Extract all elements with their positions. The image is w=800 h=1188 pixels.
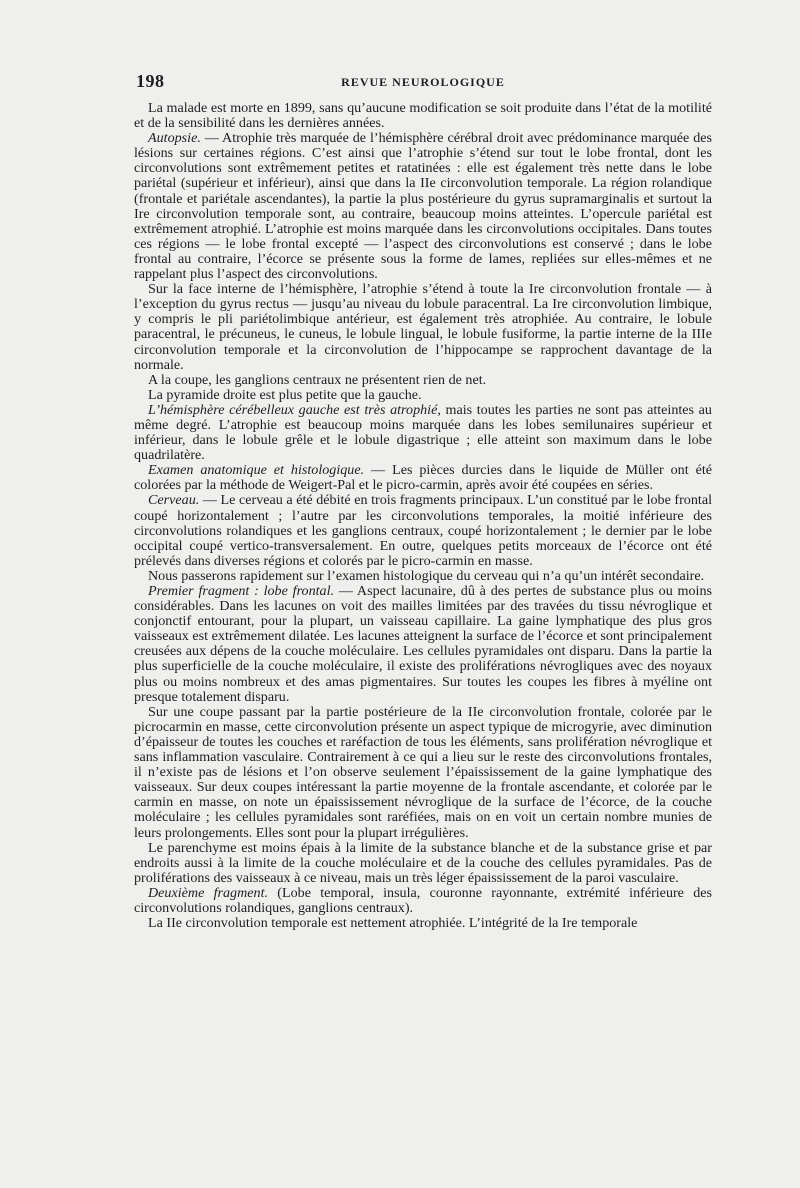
paragraph: L’hémisphère cérébelleux gauche est très atrophié, mais toutes les parties ne sont pas atteintes au même degré. L’atrophie est beaucoup moins marquée dans les lobes semilunaires supérieur et inférieur, dans le lobule grêle et le lobule digastrique ; elle atteint son maximum dans le lobe quadrilatère. [134,401,712,464]
paragraph: A la coupe, les ganglions centraux ne présentent rien de net. [148,371,487,388]
paragraph: Examen anatomique et histologique. — Les pièces durcies dans le liquide de Müller ont été colorées par la méthode de Weigert-Pal et le picro-carmin, après avoir été coupées en séries. [134,462,713,494]
paragraph: Sur la face interne de l’hémisphère, l’atrophie s’étend à toute la Ire circonvolution frontale — à l’exception du gyrus rectus — jusqu’au niveau du lobule paracentral. La Ire circonvolution limbique, y compris le pli pariétolimbique antérieur, est également très atrophiée. Au contraire, le lobule paracentral, le précuneus, le cuneus, le lobule lingual, le lobule fusiforme, la partie interne de la IIIe circonvolution temporale et la circonvolution de l’hippocampe se rapprochent davantage de la normale. [134,281,712,373]
article-body [134,101,712,931]
paragraph: La pyramide droite est plus petite que la gauche. [148,386,422,403]
paragraph: Le parenchyme est moins épais à la limite de la substance blanche et de la substance grise et par endroits aussi à la limite de la couche moléculaire et de la couche des cellules pyramidales. Pas de proliférations des vaisseaux à ce niveau, mais un très léger épaississement de la paroi vasculaire. [134,839,712,886]
paragraph: Nous passerons rapidement sur l’examen histologique du cerveau qui n’a qu’un intérêt secondaire. [148,567,705,584]
paragraph: La malade est morte en 1899, sans qu’aucune modification se soit produite dans l’état de la motilité et de la sensibilité dans les dernières années. [134,100,712,132]
paragraph: Deuxième fragment. (Lobe temporal, insula, couronne rayonnante, extrémité inférieure des circonvolutions rolandiques, ganglions centraux). [134,884,712,916]
paragraph: La IIe circonvolution temporale est nettement atrophiée. L’intégrité de la Ire temporale [148,915,638,932]
paragraph: Autopsie. — Atrophie très marquée de l’hémisphère cérébral droit avec prédominance marquée des lésions sur certaines régions. C’est ainsi que l’atrophie s’étend sur tout le lobe frontal, dont les circonvolutions sont extrêmement petites et ratatinées : elle est également très nette dans le lobe pariétal (supérieur et inférieur), ainsi que dans la IIe circonvolution temporale. La région rolandique (frontale et pariétale ascendantes), la partie la plus postérieure du gyrus supramarginalis et surtout la Ire circonvolution temporale sont, au contraire, beaucoup moins atteintes. L’opercule pariétal est extrêmement atrophié. L’atrophie est moins marquée dans les circonvolutions occipitales. Dans toutes ces régions — le lobe frontal excepté — l’aspect des circonvolutions est conservé ; dans le lobe frontal au contraire, l’écorce se présente sous la forme de lames, repliées sur elles-mêmes et ne rappelant plus l’aspect des circonvolutions. [134,130,712,283]
paragraph: Cerveau. — Le cerveau a été débité en trois fragments principaux. L’un constitué par le lobe frontal coupé horizontalement ; l’autre par les circonvolutions temporales, la moitié inférieure des circonvolutions rolandiques et les ganglions centraux, coupé horizontalement ; le dernier par le lobe occipital coupé vertico-transversalement. En outre, quelques petits morceaux de l’écorce ont été prélevés dans diverses régions et colorés par le picro-carmin en masse. [134,492,712,569]
paragraph: Sur une coupe passant par la partie postérieure de la IIe circonvolution frontale, colorée par le picrocarmin en masse, cette circonvolution présente un aspect typique de microgyrie, avec diminution d’épaisseur de toutes les couches et raréfaction de tous les éléments, sans prolifération névroglique et sans inflammation vasculaire. Contrairement à ce qui a lieu sur le reste des circonvolutions frontales, il n’existe pas de lésions et l’on observe seulement l’épaississement de la gaine lymphatique des vaisseaux. Sur deux coupes intéressant la partie moyenne de la frontale ascendante, et colorée par le carmin en masse, on note un épaississement névroglique de la surface de l’écorce, de la couche moléculaire ; les cellules pyramidales sont raréfiées, mais on en voit un certain nombre munies de leurs prolongements. Elles sont pour la plupart irrégulières. [134,703,712,841]
page-header [134,71,712,93]
paragraph: Premier fragment : lobe frontal. — Aspect lacunaire, dû à des pertes de substance plus ou moins considérables. Dans les lacunes on voit des mailles limitées par des travées du tissu névroglique et conjonctif entourant, pour la plupart, un vaisseau capillaire. La gaine lymphatique des plus gros vaisseaux est extrêmement dilatée. Les lacunes atteignent la surface de l’écorce et sont principalement creusées aux dépens de la couche moléculaire. Les cellules pyramidales ont disparu. Dans la partie la plus superficielle de la couche moléculaire, il existe des proliférations névrogliques avec des noyaux plus ou moins nombreux et des amas pigmentaires. Sur toutes les coupes les fibres à myéline ont presque totalement disparu. [134,583,712,705]
page-number: 198 [136,71,165,91]
running-head: REVUE NEUROLOGIQUE [341,75,505,89]
